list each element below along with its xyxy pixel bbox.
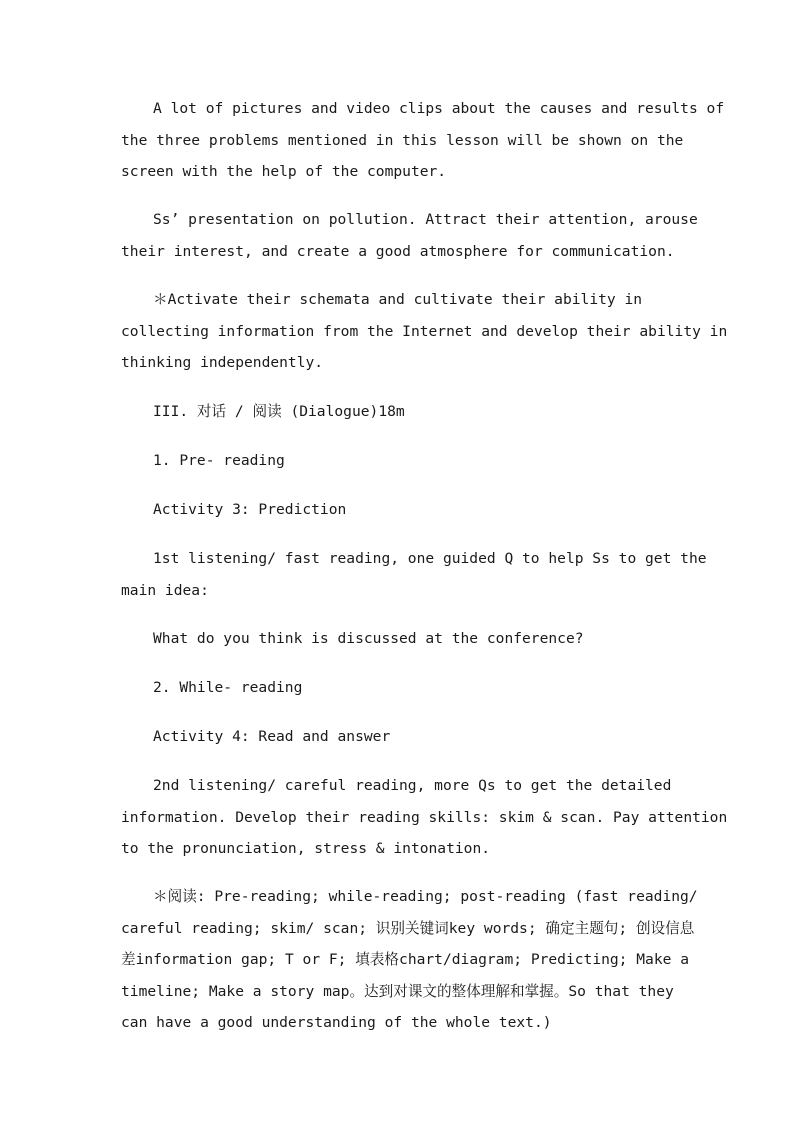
text-line: 2nd listening/ careful reading, more Qs to get the detailed	[153, 777, 672, 794]
text-line: information. Develop their reading skills: skim & scan. Pay attention	[121, 808, 728, 826]
paragraph-first-listening	[121, 543, 707, 606]
text-line: collecting information from the Internet and develop their ability in	[121, 322, 728, 340]
text-line: III. 对话 / 阅读 (Dialogue)18m	[153, 403, 405, 420]
paragraph-presentation	[121, 204, 698, 267]
paragraph-second-listening	[121, 770, 728, 865]
text-line: What do you think is discussed at the conference?	[153, 630, 584, 647]
section-heading-dialogue	[121, 396, 681, 428]
activity-3-heading	[121, 494, 681, 526]
text-line: to the pronunciation, stress & intonation.	[121, 840, 491, 857]
text-line: ＊Activate their schemata and cultivate their ability in	[153, 291, 643, 308]
text-line: Activity 3: Prediction	[153, 501, 347, 518]
activity-4-heading	[121, 721, 681, 753]
paragraph-reading-notes	[121, 881, 698, 1039]
text-line: 1. Pre- reading	[153, 452, 285, 469]
text-line: ＊阅读: Pre-reading; while-reading; post-reading (fast reading/	[153, 888, 698, 905]
text-line: the three problems mentioned in this lesson will be shown on the	[121, 131, 684, 149]
subheading-pre-reading	[121, 445, 681, 477]
text-line: their interest, and create a good atmosphere for communication.	[121, 242, 675, 260]
text-line: can have a good understanding of the whole text.)	[121, 1014, 552, 1031]
text-line: 差information gap; T or F; 填表格chart/diagram; Predicting; Make a	[121, 951, 689, 968]
text-line: 2. While- reading	[153, 679, 303, 696]
guiding-question	[121, 623, 681, 655]
text-line: main idea:	[121, 581, 209, 599]
paragraph-media-intro	[121, 93, 725, 188]
subheading-while-reading	[121, 672, 681, 704]
text-line: screen with the help of the computer.	[121, 163, 447, 180]
text-line: thinking independently.	[121, 354, 324, 371]
text-line: Activity 4: Read and answer	[153, 728, 391, 745]
text-line: A lot of pictures and video clips about the causes and results of	[153, 100, 725, 117]
text-line: 1st listening/ fast reading, one guided Q to help Ss to get the	[153, 550, 707, 567]
text-line: Ss’ presentation on pollution. Attract their attention, arouse	[153, 211, 698, 228]
text-line: careful reading; skim/ scan; 识别关键词key words; 确定主题句; 创设信息	[121, 919, 695, 937]
paragraph-activate-schemata	[121, 284, 728, 379]
text-line: timeline; Make a story map。达到对课文的整体理解和掌握。So that they	[121, 982, 674, 1000]
